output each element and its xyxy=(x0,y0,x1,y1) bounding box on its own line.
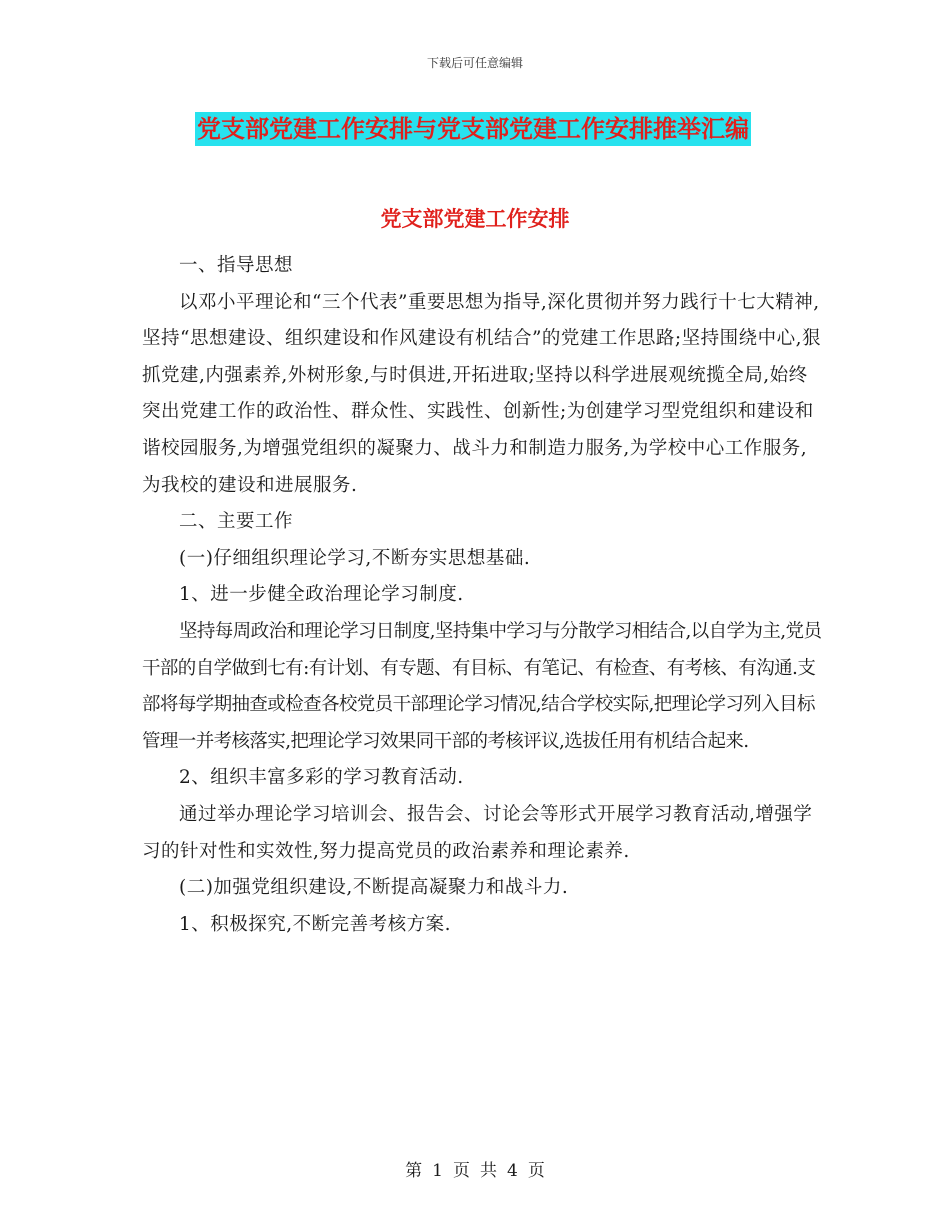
document-body xyxy=(142,248,822,943)
heading-guiding-thought: 一、指导思想 xyxy=(179,255,294,276)
document-title: 党支部党建工作安排与党支部党建工作安排推举汇编 xyxy=(195,112,751,146)
subheading-theory-study: (一)仔细组织理论学习,不断夯实思想基础. xyxy=(179,547,531,569)
page-footer xyxy=(0,1156,950,1181)
header-note: 下载后可任意编辑 xyxy=(426,56,523,70)
paragraph-guiding-thought: 以邓小平理论和“三个代表”重要思想为指导,深化贯彻并努力践行十七大精神,坚持“思想建设、组织建设和作风建设有机结合”的党建工作思路;坚持围绕中心,狠抓党建,内强素养,外树形象,与时俱进,开拓进取;坚持以科学进展观统揽全局,始终突出党建工作的政治性、群众性、实践性、创新性;为创建学习型党组织和建设和谐校园服务,为增强党组织的凝聚力、战斗力和制造力服务,为学校中心工作服务,为我校的建设和进展服务. xyxy=(142,291,822,496)
paragraph-study-activities: 通过举办理论学习培训会、报告会、讨论会等形式开展学习教育活动,增强学习的针对性和实效性,努力提高党员的政治素养和理论素养. xyxy=(142,803,813,862)
item-study-system: 1、进一步健全政治理论学习制度. xyxy=(179,584,464,606)
total-pages: 4 xyxy=(507,1161,518,1181)
footer-suffix: 页 xyxy=(527,1161,545,1181)
page-number: 1 xyxy=(432,1161,443,1181)
item-study-activities: 2、组织丰富多彩的学习教育活动. xyxy=(179,767,464,789)
paragraph-study-system: 坚持每周政治和理论学习日制度,坚持集中学习与分散学习相结合,以自学为主,党员干部的自学做到七有:有计划、有专题、有目标、有笔记、有检查、有考核、有沟通.支部将每学期抽查或检查各校党员干部理论学习情况,结合学校实际,把理论学习列入目标管理一并考核落实,把理论学习效果同干部的考核评议,选拔任用有机结合起来. xyxy=(142,620,822,752)
heading-main-work: 二、主要工作 xyxy=(179,511,294,533)
subheading-organization-building: (二)加强党组织建设,不断提高凝聚力和战斗力. xyxy=(179,877,569,899)
footer-total-word: 共 xyxy=(480,1161,497,1181)
footer-page-word: 页 xyxy=(453,1161,470,1181)
footer-prefix: 第 xyxy=(405,1161,423,1181)
section-title: 党支部党建工作安排 xyxy=(380,207,570,231)
item-assessment-plan: 1、积极探究,不断完善考核方案. xyxy=(179,913,452,935)
